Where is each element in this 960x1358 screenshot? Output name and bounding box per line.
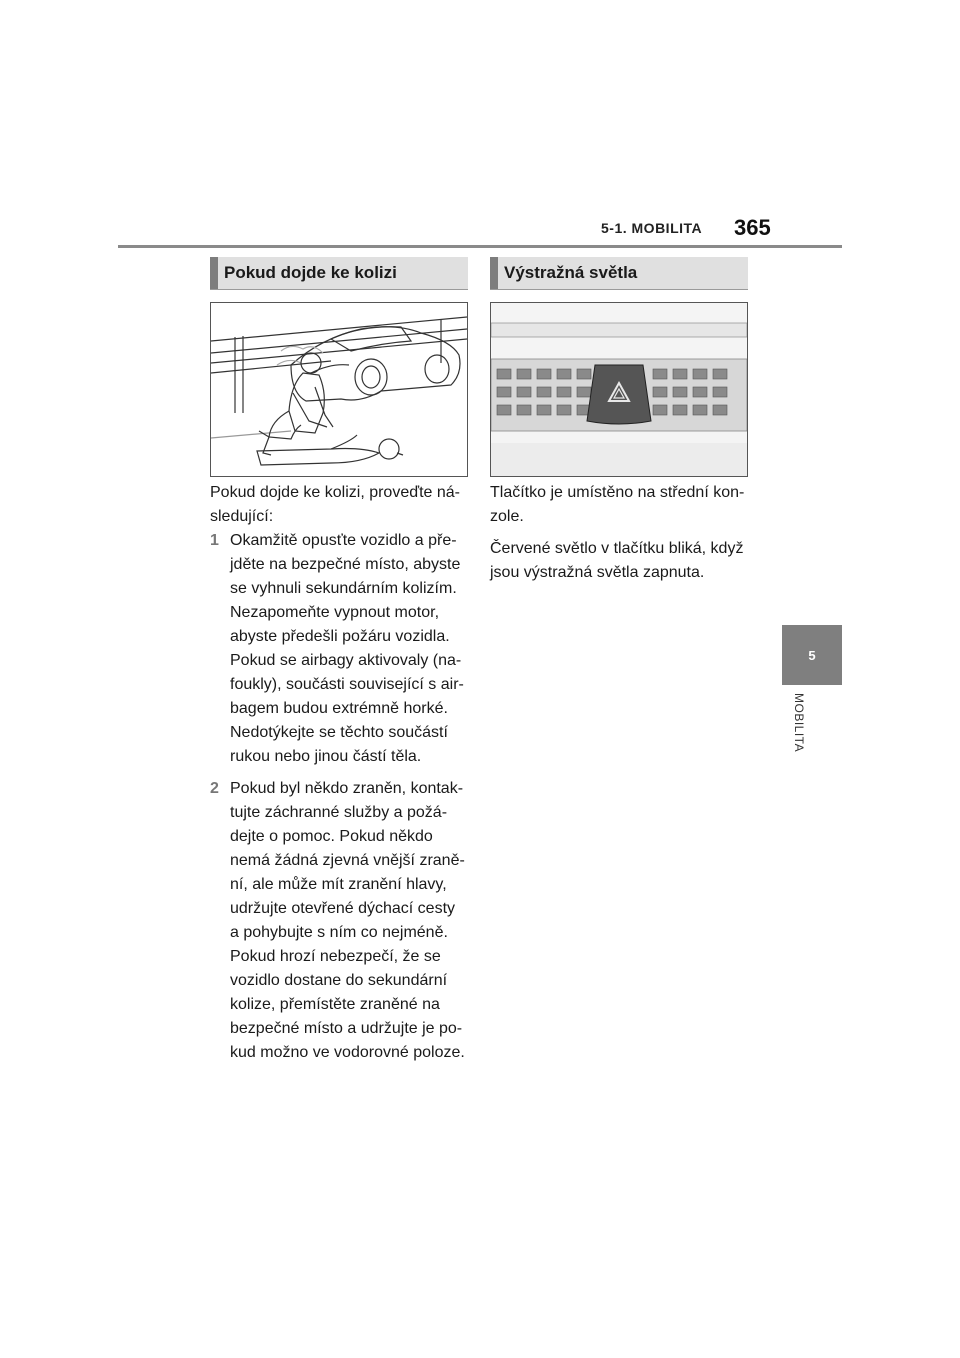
step-item [210,777,480,1065]
collision-illustration [210,302,468,477]
left-heading-rule [210,289,468,290]
step-item [210,529,480,769]
chapter-tab [782,625,842,685]
chapter-number: 5 [808,647,816,663]
hazard-paragraph: Tlačítko je umístěno na střední kon- zole. [490,484,745,525]
left-section-heading: Pokud dojde ke kolizi [210,257,468,289]
right-heading-rule [490,289,748,290]
hazard-description [490,481,760,585]
right-section-heading: Výstražná světla [490,257,748,289]
hazard-drawing [491,303,747,476]
step-text: Okamžitě opusťte vozidlo a pře- jděte na bezpečné místo, abyste se vyhnuli sekundárním kolizím. Nezapomeňte vypnout motor, abyste předešli požáru vozidla. Pokud se airbagy aktivovaly (na- foukly), součásti související s air- bagem budou extrémně horké. Nedotýkejte se těchto součástí rukou nebo jinou částí těla. [230,532,464,765]
hazard-paragraph: Červené světlo v tlačítku bliká, když jsou výstražná světla zapnuta. [490,540,744,581]
hazard-button-illustration [490,302,748,477]
step-number: 2 [210,780,219,797]
collision-intro: Pokud dojde ke kolizi, proveďte ná- sledující: [210,484,460,525]
step-text: Pokud byl někdo zraněn, kontak- tujte záchranné služby a požá- dejte o pomoc. Pokud někdo nemá žádná zjevná vnější zraně- ní, ale může mít zranění hlavy, udržujte otevřené dýchací cesty a pohybujte s ním co nejméně. Pokud hrozí nebezpečí, že se vozidlo dostane do sekundární kolize, přemístěte zraněné na bezpečné místo a udržujte je po- kud možno ve vodorovné poloze. [230,780,465,1061]
collision-drawing [211,303,467,476]
step-number: 1 [210,532,219,549]
header-rule [118,245,842,248]
page-number: 365 [734,215,771,240]
chapter-label: MOBILITA [792,693,806,753]
section-title: 5-1. MOBILITA [601,220,703,236]
collision-steps [210,529,480,1065]
